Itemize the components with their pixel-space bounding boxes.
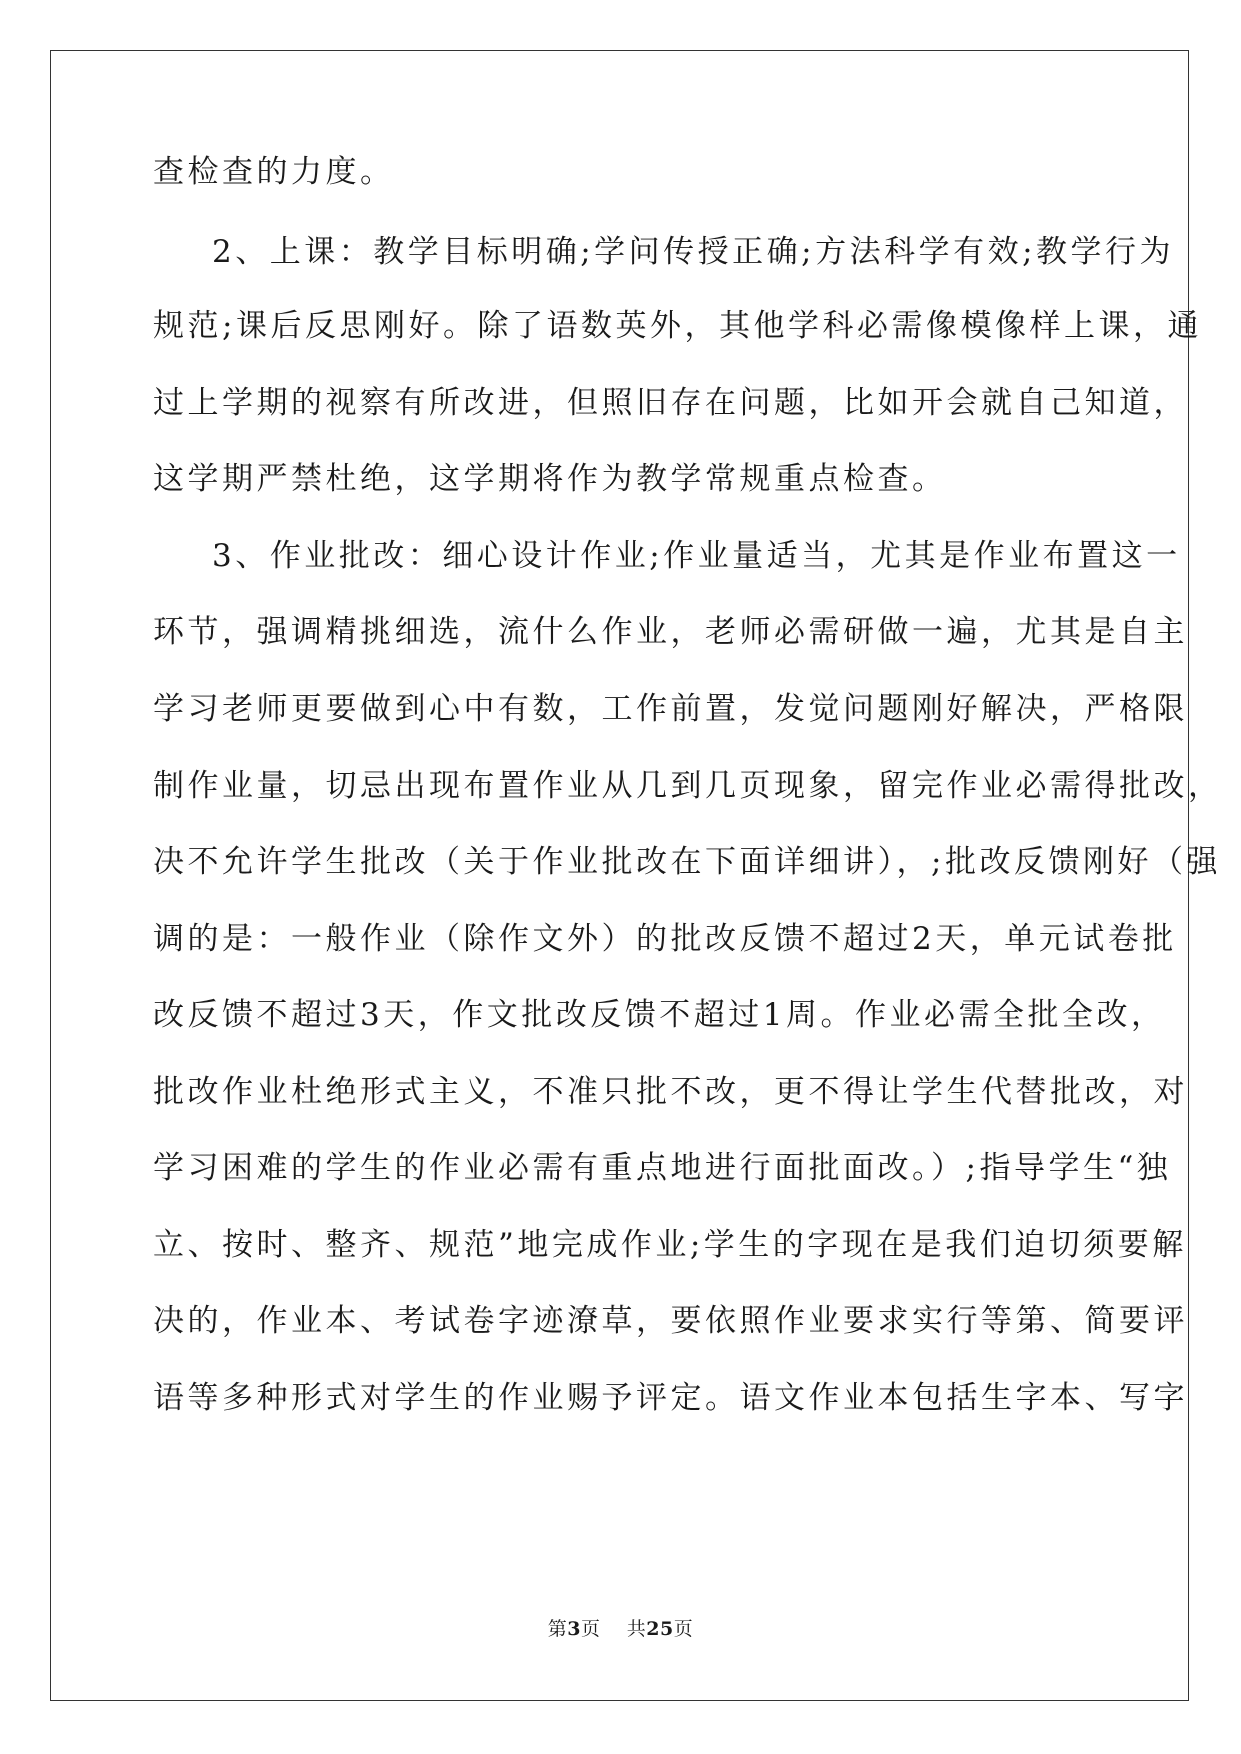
page-label-suffix: 页 (581, 1618, 601, 1640)
text-line: 批改作业杜绝形式主义，不准只批不改，更不得让学生代替批改，对 (153, 1074, 1188, 1110)
total-label-prefix: 共 (626, 1618, 647, 1640)
text-line: 决的，作业本、考试卷字迹潦草，要依照作业要求实行等第、简要评 (153, 1303, 1188, 1339)
text-line: 调的是：一般作业（除作文外）的批改反馈不超过2天，单元试卷批 (153, 921, 1177, 957)
text-line: 立、按时、整齐、规范”地完成作业;学生的字现在是我们迫切须要解 (153, 1227, 1187, 1263)
text-line: 查检查的力度。 (153, 154, 395, 190)
text-line: 3、作业批改：细心设计作业;作业量适当，尤其是作业布置这一 (212, 538, 1181, 574)
page-footer (0, 1617, 1241, 1641)
text-line: 过上学期的视察有所改进，但照旧存在问题，比如开会就自己知道， (153, 385, 1188, 421)
total-pages: 25 (646, 1618, 674, 1640)
total-label-suffix: 页 (673, 1618, 694, 1640)
text-line: 改反馈不超过3天，作文批改反馈不超过1周。作业必需全批全改， (153, 997, 1166, 1033)
text-line: 制作业量，切忌出现布置作业从几到几页现象，留完作业必需得批改， (153, 768, 1223, 804)
text-line: 学习困难的学生的作业必需有重点地进行面批面改。）;指导学生“独 (153, 1150, 1172, 1186)
text-line: 决不允许学生批改（关于作业批改在下面详细讲），;批改反馈刚好（强 (153, 844, 1221, 880)
page-label-prefix: 第 (547, 1618, 568, 1640)
page-number: 3 (567, 1618, 582, 1640)
text-line: 环节，强调精挑细选，流什么作业，老师必需研做一遍，尤其是自主 (153, 614, 1188, 650)
text-line: 学习老师更要做到心中有数，工作前置，发觉问题刚好解决，严格限 (153, 691, 1188, 727)
text-line: 这学期严禁杜绝，这学期将作为教学常规重点检查。 (153, 461, 947, 497)
text-line: 规范;课后反思刚好。除了语数英外，其他学科必需像模像样上课，通 (153, 308, 1202, 344)
text-line: 2、上课：教学目标明确;学问传授正确;方法科学有效;教学行为 (212, 234, 1175, 270)
text-line: 语等多种形式对学生的作业赐予评定。语文作业本包括生字本、写字 (153, 1380, 1188, 1416)
